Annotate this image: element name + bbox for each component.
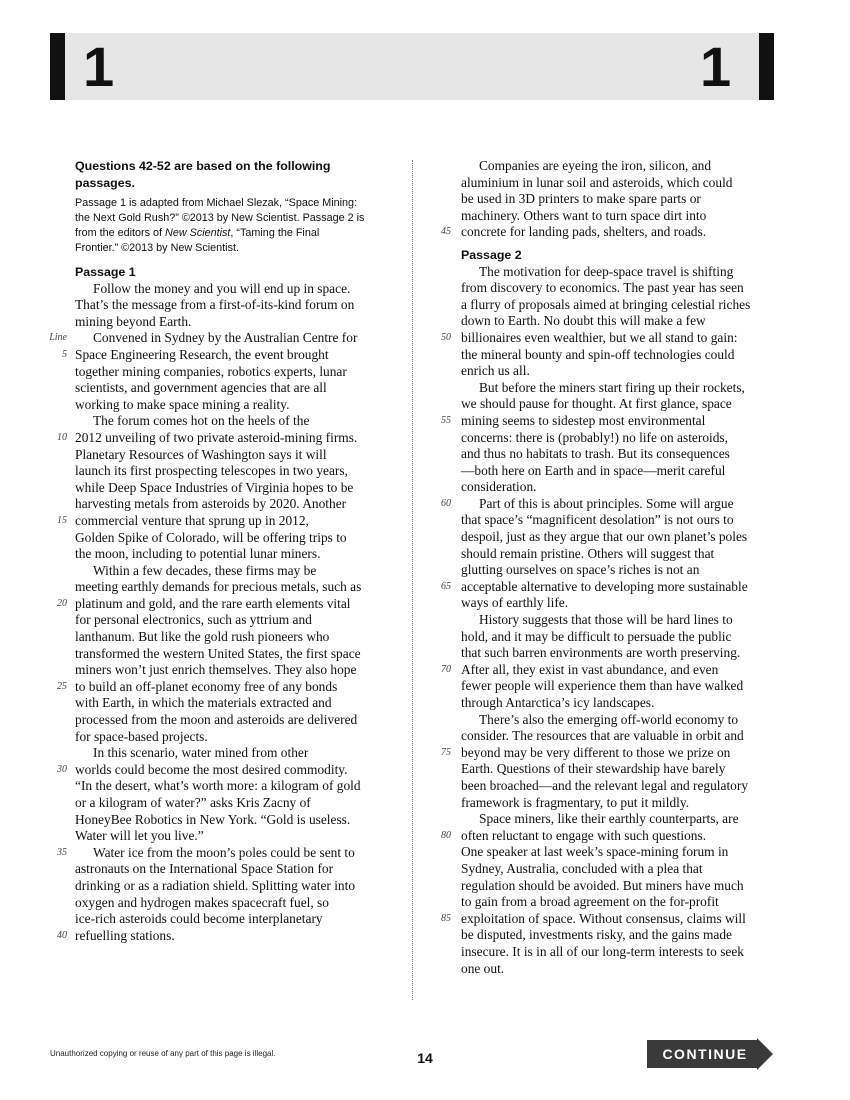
line-text: together mining companies, robotics experts, lunar: [75, 363, 347, 379]
continue-label: CONTINUE: [662, 1046, 748, 1062]
passage-line: [461, 297, 781, 314]
passage-line: [461, 430, 781, 447]
passage-line: [441, 578, 781, 596]
passage-line: [75, 281, 393, 298]
passage-line: [461, 878, 781, 895]
line-text: acceptable alternative to developing more sustainable: [461, 578, 748, 594]
line-text: Golden Spike of Colorado, will be offering trips to: [75, 529, 347, 545]
passage-line: [461, 264, 781, 281]
passage-line: [441, 661, 781, 679]
passage-line: [75, 812, 393, 829]
passage-line: [75, 563, 393, 580]
source-italic-title: New Scientist: [165, 227, 231, 239]
passage-line: [75, 861, 393, 878]
line-number: 30: [57, 763, 67, 775]
line-number: 40: [57, 929, 67, 941]
line-text: After all, they exist in vast abundance, and even: [461, 661, 719, 677]
line-text: The forum comes hot on the heels of the: [93, 413, 310, 429]
passage-2-heading: Passage 2: [461, 247, 522, 262]
line-text: ways of earthly life.: [461, 595, 569, 611]
line-text: that space’s “magnificent desolation” is not ours to: [461, 512, 734, 528]
line-text: platinum and gold, and the rare earth elements vital: [75, 595, 351, 611]
line-text: launch its first prospecting telescopes in two years,: [75, 463, 348, 479]
line-text: processed from the moon and asteroids are delivered: [75, 712, 358, 728]
passage-line: [441, 224, 781, 241]
passage-line: [49, 330, 393, 347]
line-text: oxygen and hydrogen makes spacecraft fuel, so: [75, 894, 329, 910]
header-bar-right: [759, 33, 774, 100]
line-text: Water ice from the moon’s poles could be sent to: [93, 844, 355, 860]
passage-line: [461, 347, 781, 364]
line-text: that such barren environments are worth preserving.: [461, 645, 741, 661]
line-text: History suggests that those will be hard lines to: [479, 612, 733, 628]
passage-line: [461, 208, 781, 225]
passage-line: [75, 579, 393, 596]
line-text: mining seems to sidestep most environmental: [461, 412, 706, 428]
passage-line: [75, 297, 393, 314]
passage-line: [75, 712, 393, 729]
line-number: 65: [441, 580, 451, 592]
left-column: [49, 158, 393, 944]
line-text: enrich us all.: [461, 363, 530, 379]
source-line: Frontier.” ©2013 by New Scientist.: [75, 242, 239, 254]
line-text: the moon, including to potential lunar miners.: [75, 546, 321, 562]
passage-1-heading: Passage 1: [75, 265, 136, 279]
line-text: concrete for landing pads, shelters, and roads.: [461, 224, 707, 240]
passage-line: [75, 729, 393, 746]
line-text: Companies are eyeing the iron, silicon, and: [479, 158, 712, 173]
line-text: fewer people will experience them than have walked: [461, 678, 744, 694]
line-text: drinking or as a radiation shield. Splitting water into: [75, 877, 356, 893]
passage-line: [461, 191, 781, 208]
line-text: with Earth, in which the materials extracted and: [75, 695, 332, 711]
right-column: [441, 158, 781, 977]
passage-line: [75, 612, 393, 629]
line-text: one out.: [461, 960, 505, 976]
line-number: 35: [57, 846, 67, 858]
passage-line: [461, 446, 781, 463]
line-text: There’s also the emerging off-world economy to: [479, 711, 739, 727]
passage-line: [441, 412, 781, 430]
line-text: been broached—and the relevant legal and regulatory: [461, 777, 749, 793]
line-text: should remain pristine. Others will suggest that: [461, 545, 715, 561]
source-line: , “Taming the Final: [230, 227, 320, 239]
passage-line: [75, 546, 393, 563]
passage-1-text: [49, 280, 393, 945]
passage-line: [461, 595, 781, 612]
line-number: 55: [441, 414, 451, 426]
passage-line: [75, 364, 393, 381]
line-number: 5: [62, 348, 67, 360]
line-text: “In the desert, what’s worth more: a kilogram of gold: [75, 778, 361, 794]
line-text: billionaires even wealthier, but we all stand to gain:: [461, 329, 738, 345]
line-text: insecure. It is in all of our long-term interests to seek: [461, 943, 744, 959]
passage-2-text: [441, 263, 781, 978]
passage-line: [461, 944, 781, 961]
line-text: astronauts on the International Space Station for: [75, 861, 334, 877]
passage-line: [461, 612, 781, 629]
line-text: Water will let you live.”: [75, 828, 204, 844]
line-text: be disputed, investments risky, and the gains made: [461, 927, 732, 943]
line-text: aluminium in lunar soil and asteroids, which could: [461, 174, 733, 190]
passage-line: [75, 480, 393, 497]
line-text: through Antarctica’s icy landscapes.: [461, 695, 655, 710]
line-text: 2012 unveiling of two private asteroid-mining firms.: [75, 429, 358, 445]
line-number: 20: [57, 597, 67, 609]
passage-line: [461, 158, 781, 175]
passage-line: [75, 745, 393, 762]
line-text: beyond may be very different to those we prize on: [461, 744, 731, 760]
passage-line: [461, 795, 781, 812]
passage-line: [57, 429, 393, 447]
passage-line: [461, 313, 781, 330]
line-text: Space Engineering Research, the event brought: [75, 346, 329, 362]
passage-line: [461, 761, 781, 778]
line-text: miners won’t just enrich themselves. They also hope: [75, 662, 357, 678]
intro-title-line: passages.: [75, 176, 135, 190]
line-text: often reluctant to engage with such questions.: [461, 827, 707, 843]
passage-line: [461, 363, 781, 380]
passage-line: [75, 911, 393, 928]
passage-line: [461, 546, 781, 563]
line-number: 15: [57, 514, 67, 526]
line-text: framework is fragmentary, to put it mildly.: [461, 794, 690, 810]
line-text: hold, and it may be difficult to persuade the public: [461, 628, 732, 644]
passage-line: [461, 961, 781, 978]
line-text: In this scenario, water mined from other: [93, 745, 309, 761]
passage-line: [75, 828, 393, 845]
line-text: harvesting metals from asteroids by 2020. Another: [75, 496, 347, 512]
header-bar-left: [50, 33, 65, 100]
source-line: Passage 1 is adapted from Michael Slezak, “Space Mining:: [75, 197, 358, 209]
passage-line: [461, 562, 781, 579]
line-text: worlds could become the most desired commodity.: [75, 761, 348, 777]
line-text: —both here on Earth and in space—merit careful: [461, 462, 726, 478]
line-text: the mineral bounty and spin-off technologies could: [461, 346, 735, 362]
line-number: 25: [57, 680, 67, 692]
passage-line: [75, 496, 393, 513]
line-text: and thus no habitats to trash. But its consequences: [461, 446, 730, 462]
line-number: 50: [441, 331, 451, 343]
line-text: working to make space mining a reality.: [75, 396, 290, 412]
passage-line: [461, 712, 781, 729]
passage-line: [75, 629, 393, 646]
passage-1-continued-text: [441, 158, 781, 241]
line-number: 75: [441, 746, 451, 758]
passage-line: [75, 463, 393, 480]
line-number: 80: [441, 829, 451, 841]
line-text: Planetary Resources of Washington says it will: [75, 446, 327, 462]
passage-line: [75, 778, 393, 795]
line-text: to gain from a broad agreement on the for-profit: [461, 894, 719, 910]
passage-line: [441, 744, 781, 762]
passage-line: [461, 463, 781, 480]
passage-line: [75, 878, 393, 895]
copyright-notice: Unauthorized copying or reuse of any part of this page is illegal.: [50, 1049, 276, 1058]
line-text: to build an off-planet economy free of any bonds: [75, 678, 338, 694]
line-number: 45: [441, 226, 451, 238]
passage-line: [461, 927, 781, 944]
line-text: a flurry of proposals aimed at bringing celestial riches: [461, 296, 751, 312]
line-text: while Deep Space Industries of Virginia hopes to be: [75, 479, 354, 495]
passage-line: [441, 910, 781, 928]
line-text: for personal electronics, such as yttrium and: [75, 612, 312, 628]
passage-line: [461, 695, 781, 712]
passage-line: [461, 728, 781, 745]
passage-line: [57, 678, 393, 696]
line-text: Convened in Sydney by the Australian Centre for: [93, 330, 358, 346]
passage-line: [75, 447, 393, 464]
passage-line: [461, 280, 781, 297]
line-text: One speaker at last week’s space-mining forum in: [461, 844, 729, 860]
passage-line: [75, 380, 393, 397]
section-header-band: [50, 33, 774, 100]
passage-line: [75, 530, 393, 547]
line-label: Line: [49, 332, 67, 344]
line-text: concerns: there is (probably!) no life on asteroids,: [461, 429, 728, 445]
passage-line: [461, 175, 781, 192]
line-text: consideration.: [461, 479, 537, 495]
line-number: 85: [441, 912, 451, 924]
passage-line: [461, 678, 781, 695]
source-line: the Next Gold Rush?” ©2013 by New Scientist. Passage 2 is: [75, 212, 365, 224]
line-text: Earth. Questions of their stewardship have barely: [461, 761, 726, 777]
line-text: regulation should be avoided. But miners have much: [461, 877, 744, 893]
passage-line: [461, 778, 781, 795]
line-text: or a kilogram of water?” asks Kris Zacny of: [75, 795, 311, 810]
line-text: for space-based projects.: [75, 728, 208, 744]
line-text: machinery. Others want to turn space dirt into: [461, 207, 707, 223]
line-text: But before the miners start firing up their rockets,: [479, 379, 745, 395]
line-text: Part of this is about principles. Some will argue: [479, 495, 734, 511]
line-text: That’s the message from a first-of-its-kind forum on: [75, 297, 355, 313]
passage-line: [461, 479, 781, 496]
questions-intro-title: [75, 158, 393, 192]
passage-line: [461, 380, 781, 397]
line-text: down to Earth. No doubt this will make a few: [461, 313, 706, 329]
section-number-left: 1: [83, 35, 115, 98]
line-text: commercial venture that sprung up in 2012,: [75, 512, 309, 528]
line-text: lanthanum. But like the gold rush pioneers who: [75, 629, 330, 645]
line-text: refuelling stations.: [75, 927, 175, 943]
passage-line: [75, 646, 393, 663]
passage-line: [461, 396, 781, 413]
line-text: Within a few decades, these firms may be: [93, 562, 317, 578]
continue-button[interactable]: [647, 1038, 773, 1070]
source-line: from the editors of: [75, 227, 166, 239]
line-text: mining beyond Earth.: [75, 313, 192, 329]
passage-line: [75, 695, 393, 712]
passage-line: [75, 895, 393, 912]
page-number: 14: [417, 1050, 433, 1066]
passage-line: [75, 795, 393, 812]
line-text: The motivation for deep-space travel is shifting: [479, 263, 734, 279]
line-text: HoneyBee Robotics in New York. “Gold is useless.: [75, 811, 351, 827]
passage-source-note: [75, 196, 393, 256]
line-number: 70: [441, 663, 451, 675]
line-text: Space miners, like their earthly counterparts, are: [479, 811, 739, 827]
passage-line: [461, 811, 781, 828]
line-number: 60: [441, 497, 451, 509]
passage-line: [461, 861, 781, 878]
passage-line: [57, 844, 393, 862]
line-text: Sydney, Australia, concluded with a plea that: [461, 860, 703, 876]
line-text: exploitation of space. Without consensus, claims will: [461, 910, 746, 926]
passage-line: [57, 512, 393, 530]
passage-line: [461, 894, 781, 911]
line-text: Follow the money and you will end up in space.: [93, 280, 351, 296]
passage-line: [57, 927, 393, 945]
line-text: ice-rich asteroids could become interplanetary: [75, 911, 323, 927]
passage-line: [461, 645, 781, 662]
passage-line: [57, 761, 393, 779]
passage-line: [461, 529, 781, 546]
passage-line: [461, 629, 781, 646]
passage-line: [441, 495, 781, 513]
passage-line: [461, 844, 781, 861]
passage-line: [75, 314, 393, 331]
passage-line: [441, 329, 781, 347]
passage-line: [441, 827, 781, 845]
passage-line: [75, 397, 393, 414]
line-text: we should pause for thought. At first glance, space: [461, 396, 732, 412]
passage-line: [62, 346, 393, 364]
passage-line: [461, 512, 781, 529]
section-number-right: 1: [700, 35, 732, 98]
passage-line: [75, 662, 393, 679]
line-text: be used in 3D printers to make spare parts or: [461, 191, 701, 207]
line-text: despoil, just as they argue that our own planet’s poles: [461, 529, 748, 545]
line-text: scientists, and government agencies that are all: [75, 380, 327, 396]
line-text: glutting ourselves on space’s riches is not an: [461, 562, 700, 578]
passage-line: [75, 413, 393, 430]
line-text: from discovery to economics. The past year has seen: [461, 280, 744, 296]
line-text: meeting earthly demands for precious metals, such as: [75, 579, 362, 595]
line-text: transformed the western United States, the first space: [75, 645, 361, 661]
intro-title-line: Questions 42-52 are based on the following: [75, 159, 331, 173]
line-text: consider. The resources that are valuable in orbit and: [461, 728, 744, 744]
passage-line: [57, 595, 393, 613]
line-number: 10: [57, 431, 67, 443]
